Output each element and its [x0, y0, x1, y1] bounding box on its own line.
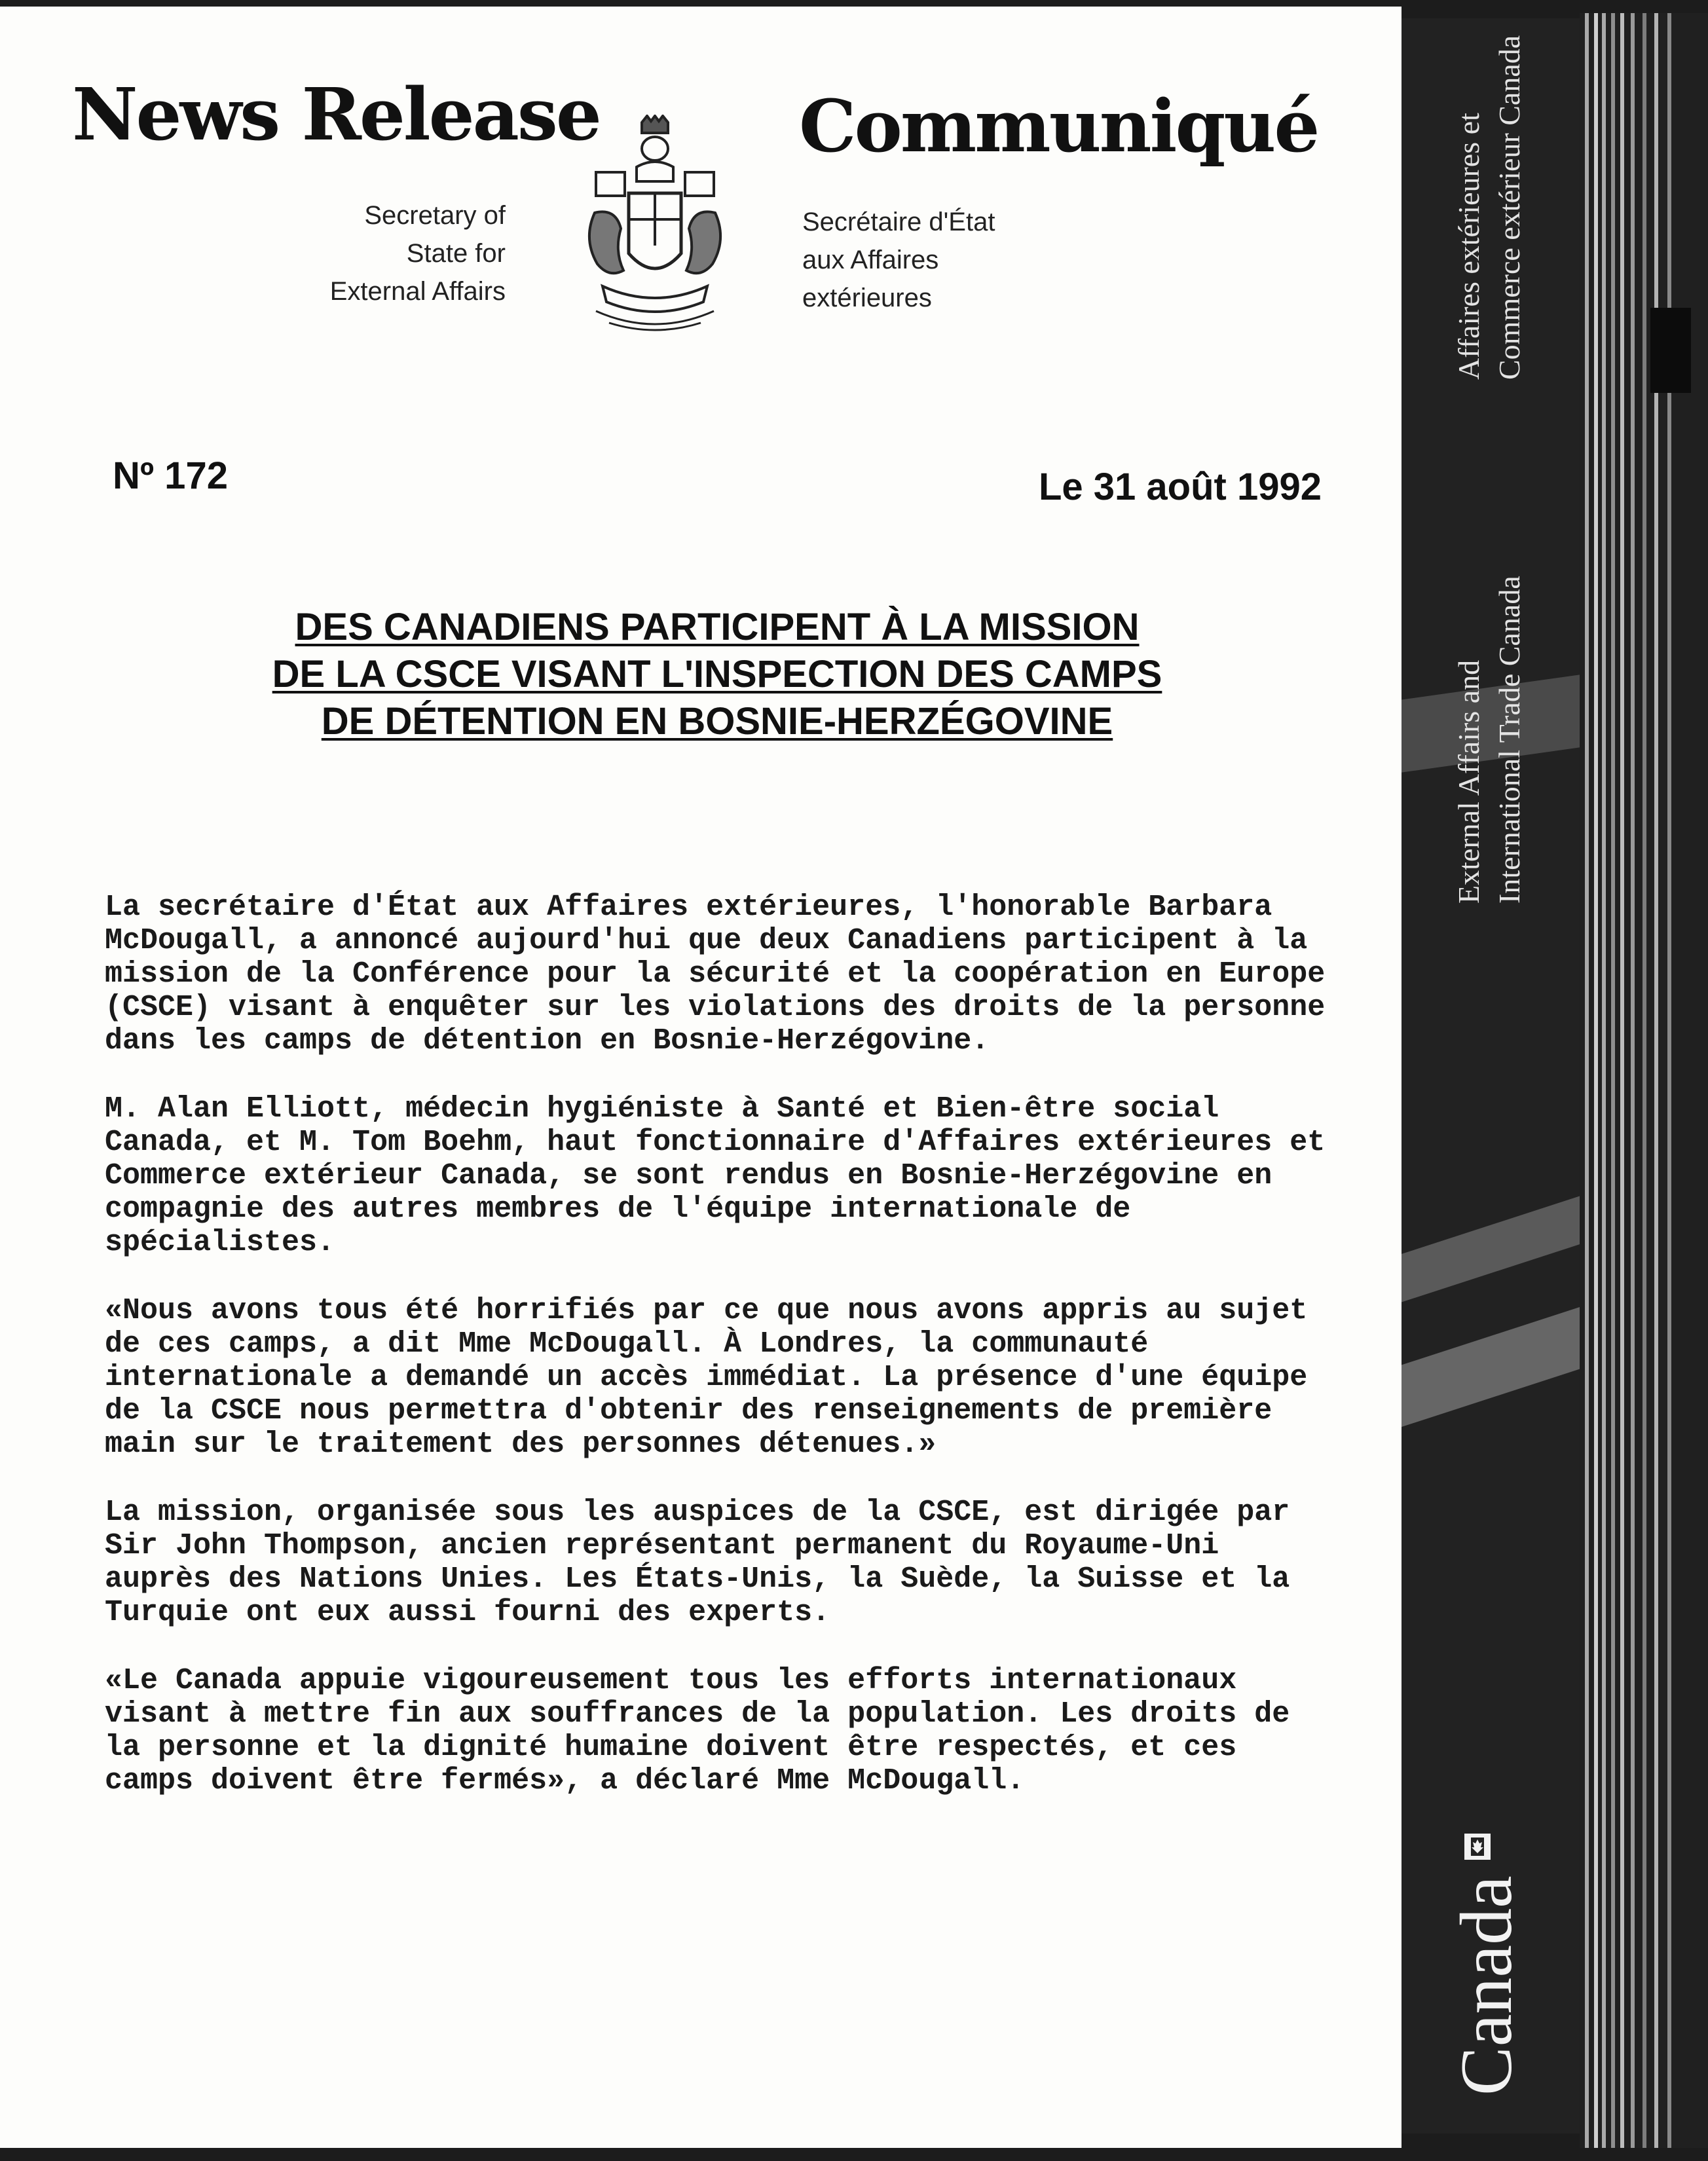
- binder-clip: [1650, 308, 1691, 393]
- canada-coat-of-arms-icon: [576, 115, 733, 337]
- ministry-en-line: State for: [406, 239, 506, 268]
- release-body: [105, 891, 1329, 1832]
- headline-line: DE LA CSCE VISANT L'INSPECTION DES CAMPS: [272, 653, 1162, 695]
- ministry-fr-line: aux Affaires: [802, 246, 939, 274]
- page-edge: [1594, 13, 1598, 2148]
- department-fr-line: Commerce extérieur Canada: [1493, 35, 1526, 380]
- body-paragraph: La secrétaire d'État aux Affaires extérieures, l'honorable Barbara McDougall, a annoncé aujourd'hui que deux Canadiens participent à la mission de la Conférence pour la sécurité et la coopération en Europe (CSCE) visant à enquêter sur les violations des droits de la personne dans les camps de détention en Bosnie-Herzégovine.: [105, 891, 1326, 1058]
- headline: [151, 604, 1284, 745]
- body-paragraph: M. Alan Elliott, médecin hygiéniste à Santé et Bien-être social Canada, et M. Tom Boehm, haut fonctionnaire d'Affaires extérieures et Commerce extérieur Canada, se sont rendus en Bosnie-Herzégovine en compagnie des autres membres de l'équipe internationale de spécialistes.: [105, 1092, 1326, 1259]
- department-name-fr: [1449, 35, 1530, 380]
- page-edge: [1585, 13, 1589, 2148]
- ministry-fr-line: Secrétaire d'État: [802, 208, 995, 236]
- title-communique: Communiqué: [799, 84, 1318, 168]
- title-news-release: News Release: [72, 72, 600, 157]
- release-date: Le 31 août 1992: [1039, 466, 1322, 508]
- headline-line: DES CANADIENS PARTICIPENT À LA MISSION: [295, 606, 1140, 648]
- sidebar-stripe: [1402, 1186, 1580, 1306]
- release-number: Nº 172: [113, 454, 228, 497]
- ministry-name-en: [330, 196, 506, 310]
- page-edge: [1602, 13, 1606, 2148]
- body-paragraph: «Nous avons tous été horrifiés par ce que nous avons appris au sujet de ces camps, a dit Mme McDougall. À Londres, la communauté internationale a demandé un accès immédiat. La présence d'une équipe de la CSCE nous permettra d'obtenir des renseignements de première main sur le traitement des personnes détenues.»: [105, 1294, 1308, 1461]
- page-edge: [1620, 13, 1624, 2148]
- press-release-page: [0, 7, 1402, 2148]
- ministry-name-fr: [802, 203, 995, 317]
- ministry-en-line: External Affairs: [329, 277, 506, 306]
- canada-flag-icon: [1464, 1834, 1491, 1860]
- body-paragraph: «Le Canada appuie vigoureusement tous les efforts internationaux visant à mettre fin aux souffrances de la population. Les droits de la personne et la dignité humaine doivent être respectés, et ces camps doivent être fermés», a déclaré Mme McDougall.: [105, 1664, 1290, 1798]
- ministry-en-line: Secretary of: [364, 201, 506, 230]
- department-en-line: External Affairs and: [1452, 659, 1485, 904]
- department-en-line: International Trade Canada: [1493, 576, 1526, 904]
- ministry-fr-line: extérieures: [802, 284, 932, 312]
- page-edge: [1643, 13, 1646, 2148]
- headline-line: DE DÉTENTION EN BOSNIE-HERZÉGOVINE: [321, 700, 1113, 743]
- department-name-en: [1449, 576, 1530, 904]
- canada-wordmark: Canada: [1446, 1875, 1527, 2096]
- body-paragraph: La mission, organisée sous les auspices de la CSCE, est dirigée par Sir John Thompson, ancien représentant permanent du Royaume-Uni auprès des Nations Unies. Les États-Unis, la Suède, la Suisse et la Turquie ont eux aussi fourni des experts.: [105, 1496, 1290, 1629]
- sidebar-stripe: [1402, 1297, 1580, 1430]
- page-stack-edges: [1580, 13, 1708, 2148]
- page-edge: [1611, 13, 1615, 2148]
- department-fr-line: Affaires extérieures et: [1452, 113, 1485, 380]
- page-edge: [1631, 13, 1635, 2148]
